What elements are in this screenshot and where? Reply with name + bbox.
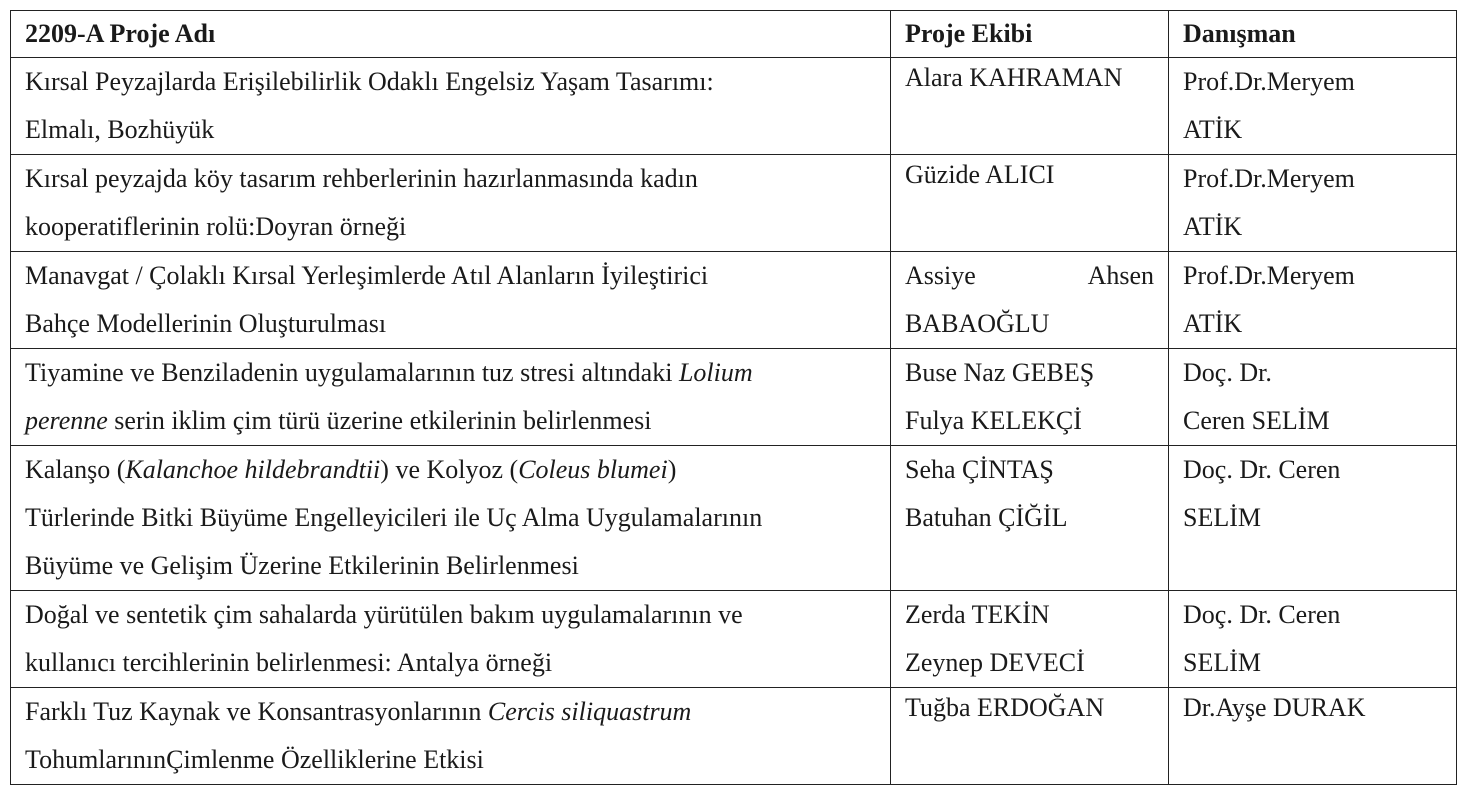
project-name-text: Farklı Tuz Kaynak ve Konsantrasyonlarının	[25, 697, 488, 726]
team-member-middle-name: Ahsen	[1087, 261, 1154, 290]
project-name-text: Kalanşo (	[25, 455, 126, 484]
species-name: perenne	[25, 406, 108, 435]
species-name: Cercis siliquastrum	[487, 697, 692, 726]
advisor-line: Doç. Dr. Ceren	[1183, 600, 1341, 629]
team-member: Tuğba ERDOĞAN	[905, 693, 1105, 722]
project-name-line: Kırsal peyzajda köy tasarım rehberlerinin hazırlanmasında kadın	[25, 164, 698, 193]
team-member: Zerda TEKİN	[905, 600, 1050, 629]
project-name-line	[25, 688, 876, 736]
project-team-cell	[891, 58, 1169, 155]
project-team-cell	[891, 349, 1169, 446]
advisor-line: Ceren SELİM	[1183, 406, 1330, 435]
team-member: Fulya KELEKÇİ	[905, 406, 1082, 435]
team-member: Zeynep DEVECİ	[905, 648, 1085, 677]
project-name-line: Büyüme ve Gelişim Üzerine Etkilerinin Belirlenmesi	[25, 551, 579, 580]
advisor-line: ATİK	[1183, 309, 1243, 338]
project-team-cell	[891, 446, 1169, 591]
team-member: Batuhan ÇİĞİL	[905, 503, 1068, 532]
project-name-line: kullanıcı tercihlerinin belirlenmesi: Antalya örneği	[25, 648, 553, 677]
project-name-line	[25, 397, 876, 445]
team-member: Güzide ALICI	[905, 160, 1055, 189]
project-name-cell	[11, 155, 891, 252]
team-member-first-name: Assiye	[905, 261, 976, 290]
project-name-text: ) ve Kolyoz (	[380, 455, 519, 484]
header-advisor: Danışman	[1169, 11, 1457, 58]
species-name: Kalanchoe hildebrandtii	[125, 455, 381, 484]
project-name-text: )	[667, 455, 677, 484]
header-row	[11, 11, 1457, 58]
project-name-line: Kırsal Peyzajlarda Erişilebilirlik Odaklı Engelsiz Yaşam Tasarımı:	[25, 67, 714, 96]
advisor-line: Prof.Dr.Meryem	[1183, 261, 1355, 290]
project-team-cell	[891, 252, 1169, 349]
advisor-cell	[1169, 446, 1457, 591]
header-project-name: 2209-A Proje Adı	[11, 11, 891, 58]
team-member-surname: BABAOĞLU	[905, 309, 1050, 338]
advisor-cell	[1169, 155, 1457, 252]
table-row	[11, 591, 1457, 688]
advisor-cell	[1169, 688, 1457, 785]
project-name-cell	[11, 591, 891, 688]
project-name-cell	[11, 252, 891, 349]
advisor-line: ATİK	[1183, 212, 1243, 241]
advisor-cell	[1169, 252, 1457, 349]
projects-table	[10, 10, 1457, 785]
advisor-line: SELİM	[1183, 503, 1261, 532]
team-member: Buse Naz GEBEŞ	[905, 358, 1095, 387]
project-name-cell	[11, 446, 891, 591]
advisor-cell	[1169, 58, 1457, 155]
advisor-line: Doç. Dr.	[1183, 358, 1272, 387]
advisor-line: Doç. Dr. Ceren	[1183, 455, 1341, 484]
project-name-line: TohumlarınınÇimlenme Özelliklerine Etkisi	[25, 745, 484, 774]
table-row	[11, 446, 1457, 591]
project-name-line	[25, 349, 876, 397]
advisor-line: SELİM	[1183, 648, 1261, 677]
project-team-cell	[891, 155, 1169, 252]
header-project-team: Proje Ekibi	[891, 11, 1169, 58]
project-team-cell	[891, 591, 1169, 688]
table-row	[11, 688, 1457, 785]
project-name-text: Tiyamine ve Benziladenin uygulamalarının tuz stresi altındaki	[25, 358, 679, 387]
project-name-line: Elmalı, Bozhüyük	[25, 115, 215, 144]
table-row	[11, 349, 1457, 446]
table-row	[11, 58, 1457, 155]
advisor-line: Prof.Dr.Meryem	[1183, 67, 1355, 96]
project-name-line: Türlerinde Bitki Büyüme Engelleyicileri ile Uç Alma Uygulamalarının	[25, 503, 763, 532]
species-name: Lolium	[678, 358, 753, 387]
project-name-cell	[11, 349, 891, 446]
project-name-line: kooperatiflerinin rolü:Doyran örneği	[25, 212, 407, 241]
project-name-cell	[11, 688, 891, 785]
species-name: Coleus blumei	[518, 455, 668, 484]
project-name-text: serin iklim çim türü üzerine etkilerinin belirlenmesi	[107, 406, 652, 435]
advisor-line: Dr.Ayşe DURAK	[1183, 693, 1366, 722]
project-name-line: Manavgat / Çolaklı Kırsal Yerleşimlerde Atıl Alanların İyileştirici	[25, 261, 709, 290]
team-member: Alara KAHRAMAN	[905, 63, 1123, 92]
advisor-line: Prof.Dr.Meryem	[1183, 164, 1355, 193]
project-team-cell	[891, 688, 1169, 785]
project-name-cell	[11, 58, 891, 155]
project-name-line: Doğal ve sentetik çim sahalarda yürütülen bakım uygulamalarının ve	[25, 600, 743, 629]
advisor-cell	[1169, 349, 1457, 446]
project-name-line: Bahçe Modellerinin Oluşturulması	[25, 309, 387, 338]
team-member-line	[905, 252, 1154, 300]
table-row	[11, 155, 1457, 252]
advisor-line: ATİK	[1183, 115, 1243, 144]
advisor-cell	[1169, 591, 1457, 688]
project-name-line	[25, 446, 876, 494]
table-row	[11, 252, 1457, 349]
team-member: Seha ÇİNTAŞ	[905, 455, 1054, 484]
